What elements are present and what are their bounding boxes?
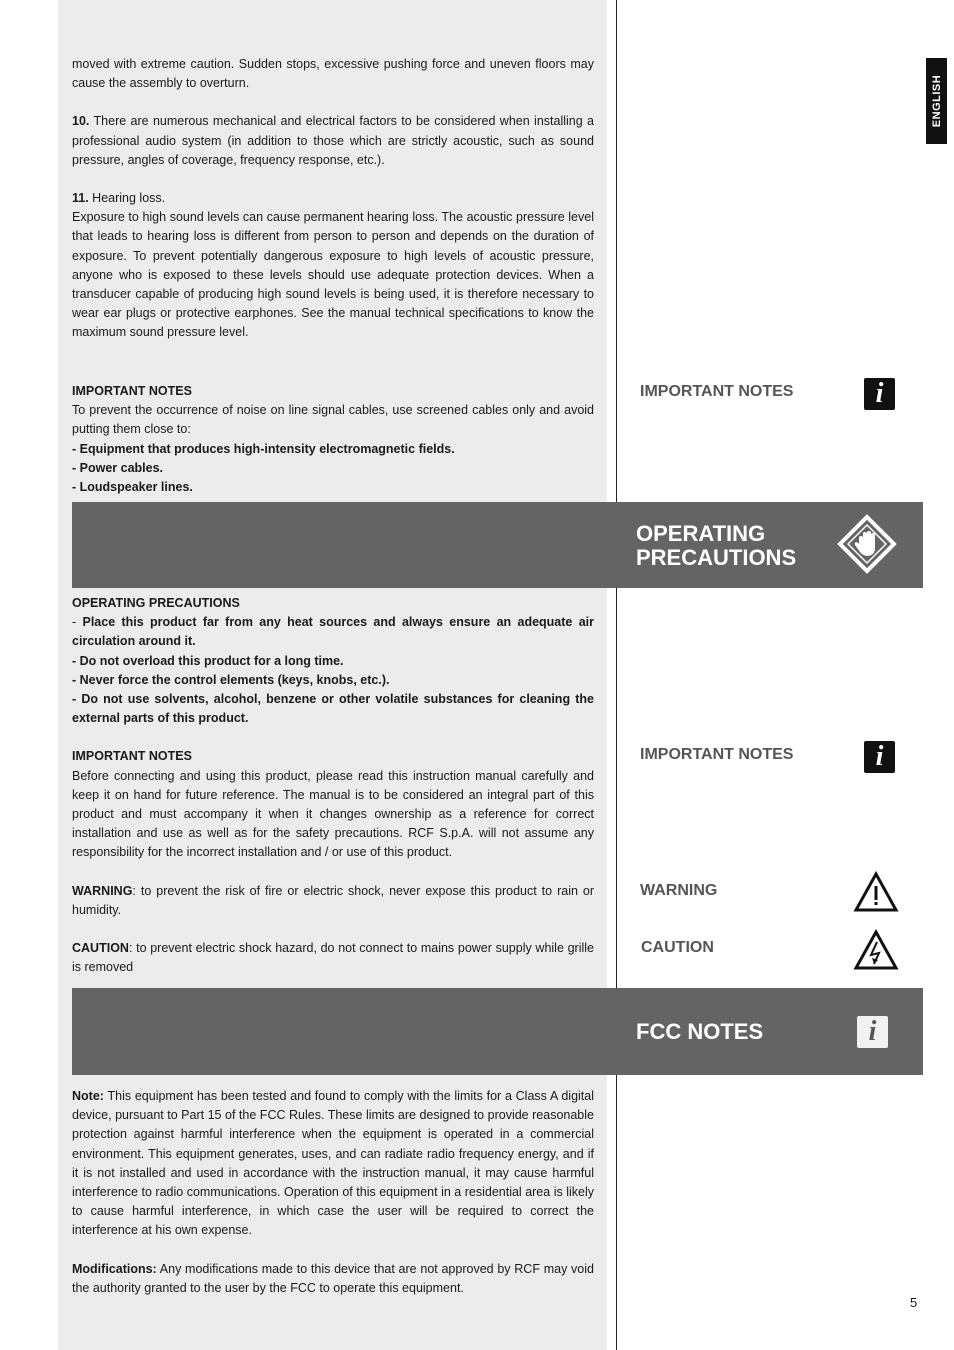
fcc-note-label: Note:: [72, 1089, 104, 1103]
important-notes-2-text: Before connecting and using this product, please read this instruction manual carefully and keep it on hand for future reference. The manual is to be considered an integral part of this product and must accompany it when it changes ownership as a reference for correct installation and use as well as for the safety precautions. RCF S.p.A. will not assume any responsibility for the incorrect installation and / or use of this product.: [72, 768, 594, 860]
warning-label: WARNING: [72, 883, 133, 898]
intro-continuation: moved with extreme caution. Sudden stops, excessive pushing force and uneven floors may cause the assembly to overturn.: [72, 57, 594, 91]
operating-precaution-item: - Never force the control elements (keys, knobs, etc.).: [72, 672, 390, 687]
important-notes-1: [72, 382, 594, 497]
important-notes-1-bullet: - Loudspeaker lines.: [72, 480, 193, 495]
item-10-text: There are numerous mechanical and electrical factors to be considered when installing a professional audio system (in addition to those which are strictly acoustic, such as sound pressure, angles of coverage, frequency response, etc.).: [72, 114, 594, 167]
operating-precautions-heading: OPERATING PRECAUTIONS: [72, 596, 240, 610]
important-notes-1-text: To prevent the occurrence of noise on line signal cables, use screened cables only and avoid putting them close to:: [72, 403, 594, 437]
fcc-modifications-paragraph: [72, 1260, 594, 1298]
item-11-text: Exposure to high sound levels can cause permanent hearing loss. The acoustic pressure level that leads to hearing loss is different from person to person and depends on the duration of exposure. To prevent potentially dangerous exposure to high levels of acoustic pressure, anyone who is exposed to these levels should use adequate protection devices. When a transducer capable of producing high sound levels is being used, it is therefore necessary to wear ear plugs or protective earphones. See the manual technical specifications to know the maximum sound pressure level.: [72, 210, 594, 340]
fcc-note-text: This equipment has been tested and found to comply with the limits for a Class A digital device, pursuant to Part 15 of the FCC Rules. These limits are designed to provide reasonable protection against harmful interference when the equipment is operated in a commercial environment. This equipment generates, uses, and can radiate radio frequency energy, and if it is not installed and used in accordance with the instruction manual, it may cause harmful interference to radio communications. Operation of this equipment in a residential area is likely to cause harmful interference, in which case the user will be required to correct the interference at his own expense.: [72, 1089, 595, 1238]
fcc-notes-section: [72, 1087, 594, 1298]
operating-precaution-item: - Place this product far from any heat sources and always ensure an adequate air circulation around it.: [72, 615, 594, 649]
item-11-title: Hearing loss.: [92, 191, 166, 206]
important-notes-1-bullet: - Equipment that produces high-intensity electromagnetic fields.: [72, 441, 455, 456]
item-11-heading: [72, 189, 594, 208]
side-label-important-notes-1: IMPORTANT NOTES: [640, 383, 794, 400]
info-icon: i: [864, 741, 895, 773]
info-icon: i: [857, 1016, 888, 1048]
caution-text: : to prevent electric shock hazard, do not connect to mains power supply while grille is removed: [72, 941, 594, 975]
language-tab: [926, 58, 947, 144]
important-notes-1-heading: IMPORTANT NOTES: [72, 384, 192, 398]
operating-precautions-title: OPERATING PRECAUTIONS: [636, 521, 797, 570]
caution-label: CAUTION: [72, 941, 129, 956]
item-10: [72, 112, 594, 170]
stop-hand-icon: [837, 514, 897, 574]
electric-shock-icon: [853, 929, 899, 971]
warning-triangle-icon: [853, 871, 899, 913]
info-icon: i: [864, 378, 895, 410]
operating-precaution-item: - Do not use solvents, alcohol, benzene or other volatile substances for cleaning the external parts of this product.: [72, 692, 594, 726]
important-notes-1-bullet: - Power cables.: [72, 460, 164, 475]
fcc-notes-banner: [72, 988, 923, 1075]
important-notes-2-heading: IMPORTANT NOTES: [72, 749, 192, 764]
page-number: 5: [910, 1295, 918, 1310]
item-11-number: 11.: [72, 191, 89, 206]
language-tab-label: ENGLISH: [930, 74, 943, 128]
fcc-modifications-label: Modifications:: [72, 1261, 157, 1276]
operating-precaution-item: - Do not overload this product for a long time.: [72, 653, 344, 668]
item-10-number: 10.: [72, 114, 90, 129]
warning-paragraph: [72, 882, 594, 920]
fcc-notes-title: FCC NOTES: [636, 1019, 764, 1044]
fcc-modifications-text: Any modifications made to this device that are not approved by RCF may void the authority granted to the user by the FCC to operate this equipment.: [72, 1261, 594, 1295]
side-label-caution: CAUTION: [641, 939, 714, 956]
side-label-warning: WARNING: [640, 882, 718, 899]
side-label-important-notes-2: IMPORTANT NOTES: [640, 746, 794, 763]
column-divider: [616, 0, 617, 1350]
operating-precautions-section: [72, 594, 594, 977]
fcc-note-paragraph: [72, 1087, 594, 1241]
warning-text: : to prevent the risk of fire or electric shock, never expose this product to rain or humidity.: [72, 883, 594, 917]
caution-paragraph: [72, 939, 594, 977]
safety-continuation: [72, 55, 594, 343]
